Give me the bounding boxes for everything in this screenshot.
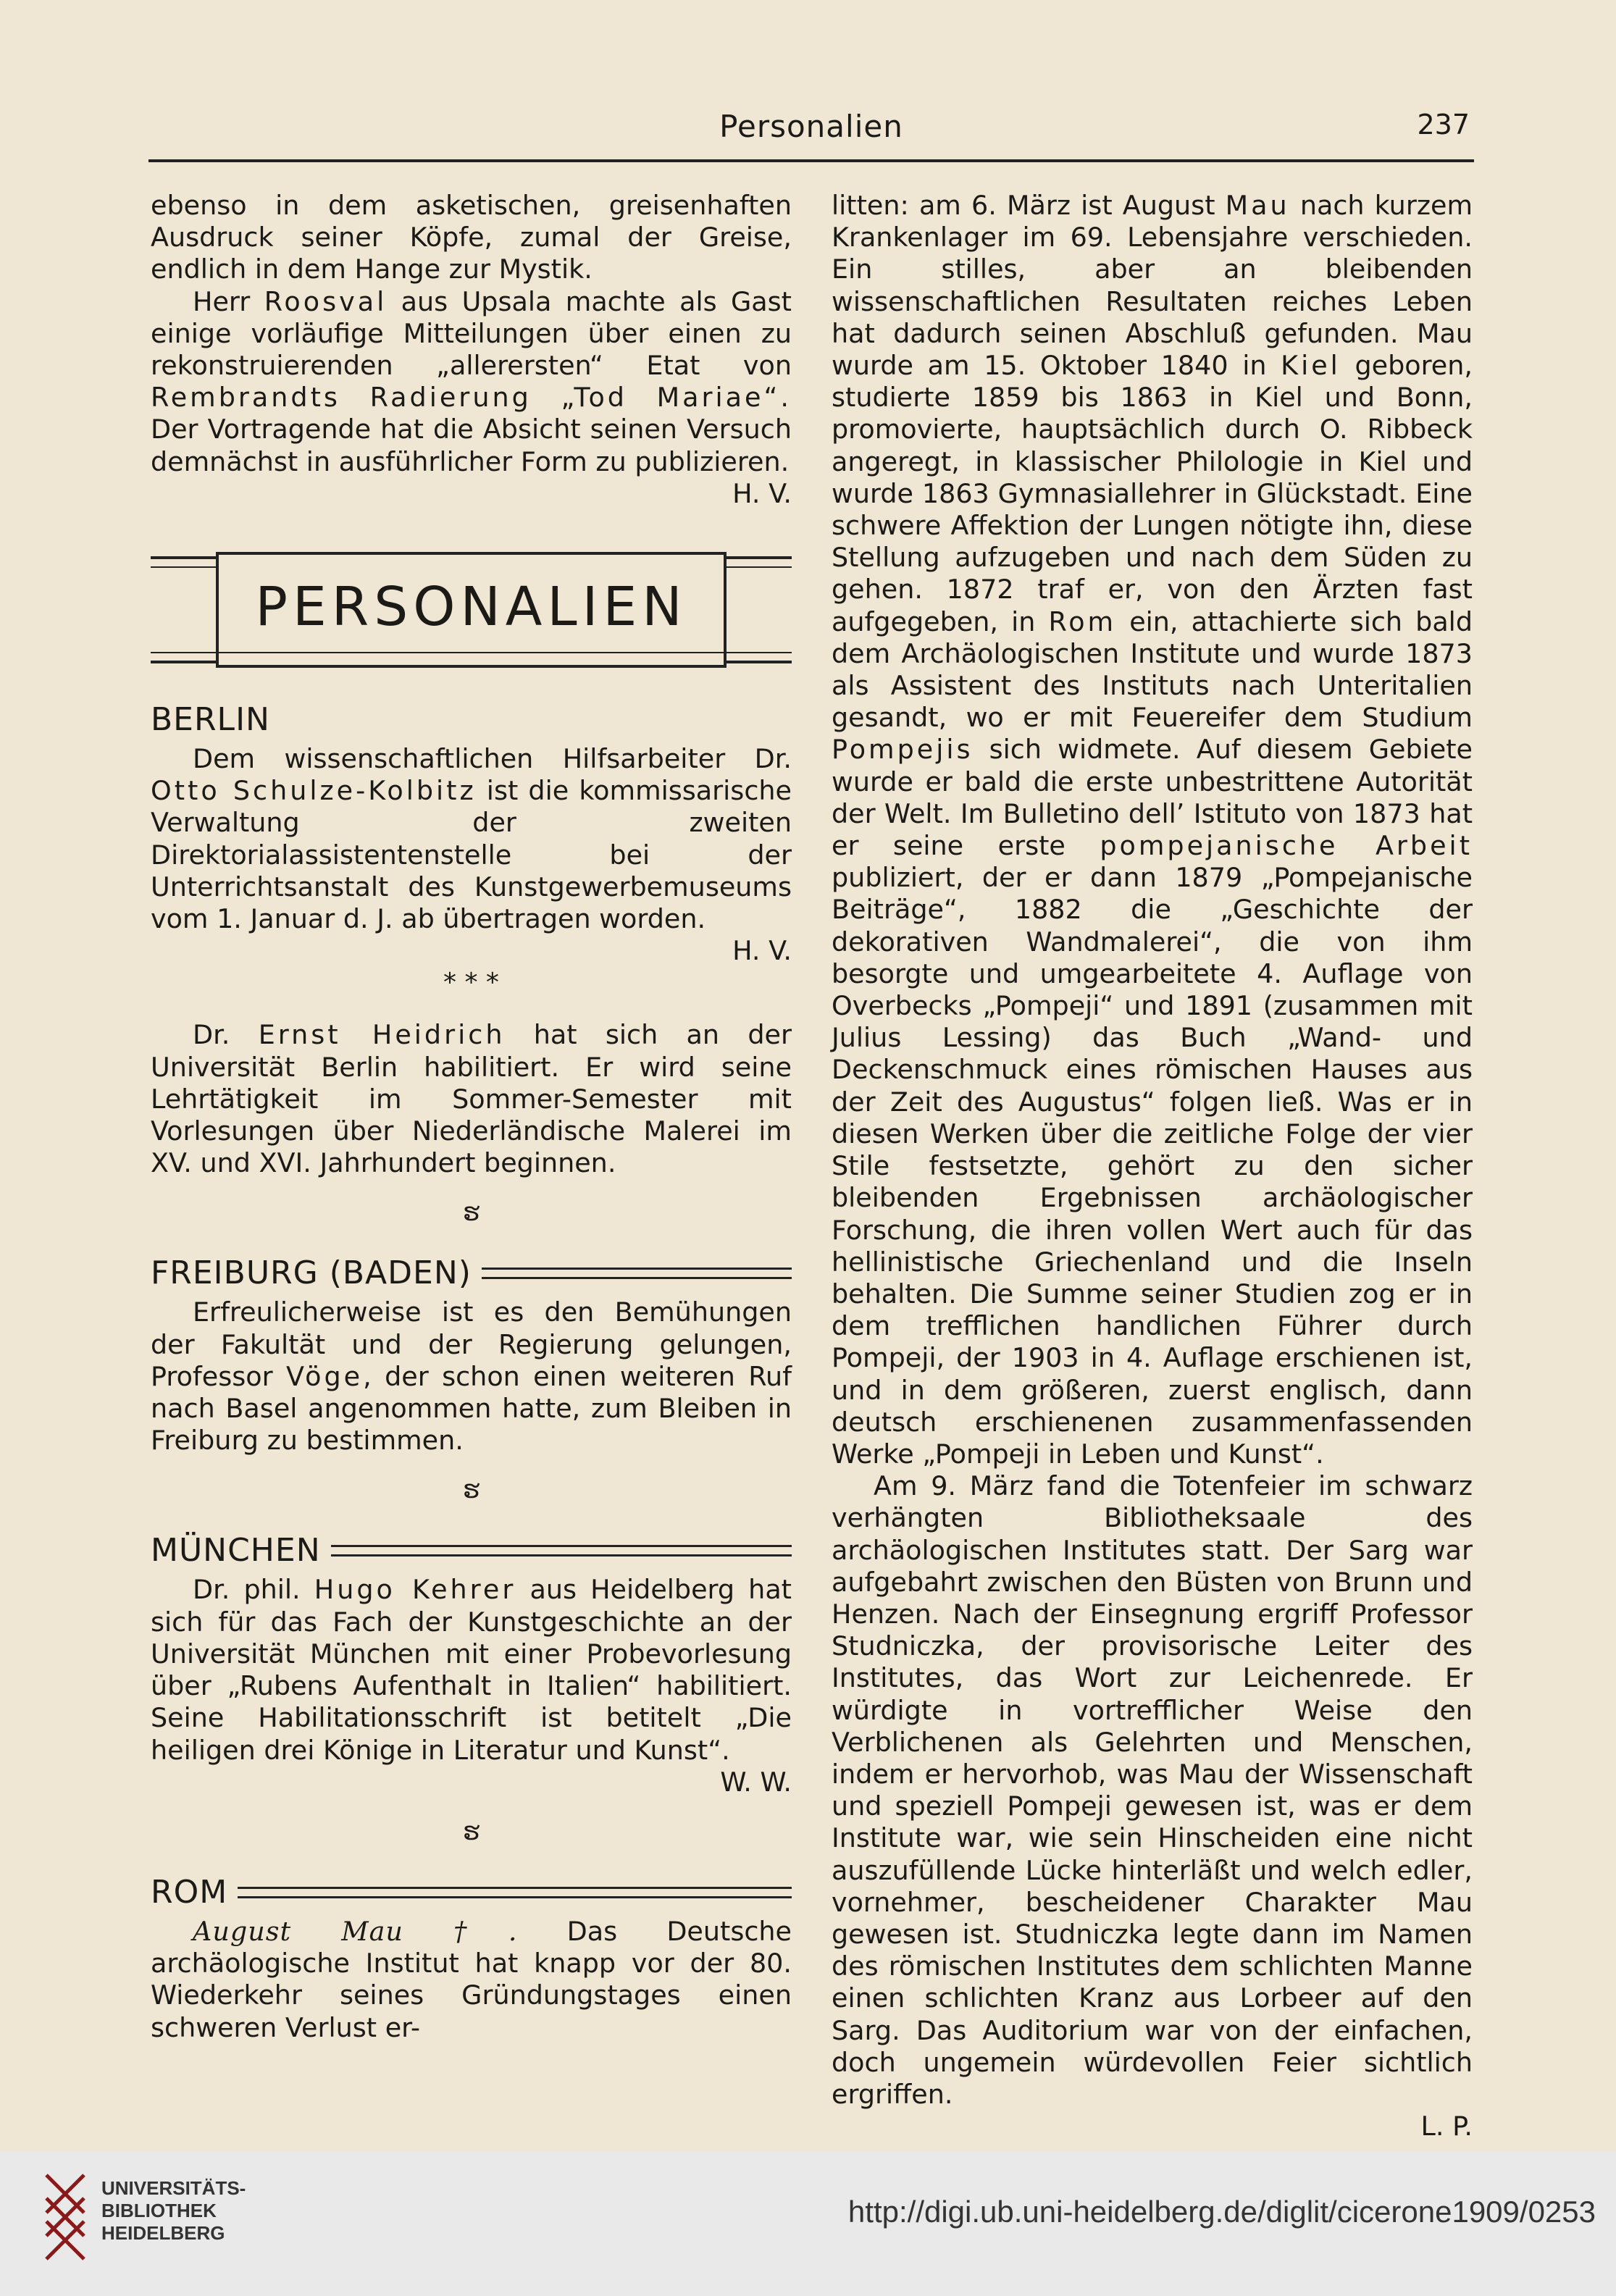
- heading-rom: [151, 1874, 792, 1911]
- text-run: Das Deutsche archäologische Institut hat knapp vor der 80. Wiederkehr seines Gründungstages einen schweren Verlust er-: [151, 1915, 792, 2043]
- berlin-paragraph-1: [151, 743, 792, 935]
- place-rom: Rom: [1048, 606, 1117, 637]
- name-kehrer: Hugo Kehrer: [314, 1574, 516, 1606]
- signature-hv-2: H. V.: [732, 935, 792, 967]
- rom-paragraph: [151, 1916, 792, 2044]
- heading-label: FREIBURG (BADEN): [151, 1254, 472, 1292]
- text-run: Herr: [193, 285, 264, 317]
- text-run: aus Upsala machte als Gast einige vorläufige Mitteilungen über einen zu rekonstruierenden „allerersten“ Etat von: [151, 285, 792, 382]
- ornament-3: ຮ: [462, 1817, 480, 1846]
- heading-label: BERLIN: [151, 701, 270, 739]
- right-paragraph-1: [832, 190, 1473, 1470]
- heading-label: MÜNCHEN: [151, 1532, 321, 1570]
- signature-hv-1: H. V.: [732, 477, 792, 509]
- berlin-paragraph-2: [151, 1019, 792, 1179]
- banner-title: PERSONALIEN: [255, 576, 687, 639]
- library-line-3: HEIDELBERG: [101, 2222, 225, 2244]
- library-name: [101, 2177, 246, 2245]
- left-paragraph-1: ebenso in dem asketischen, greisenhaften Ausdruck seiner Köpfe, zumal der Greise, endlich in dem Hange zur Mystik.: [151, 190, 792, 285]
- name-schulze-kolbitz: Otto Schulze-Kolbitz: [151, 775, 477, 807]
- name-voege: Vöge: [285, 1360, 364, 1392]
- left-paragraph-2: [151, 286, 792, 478]
- right-column: [832, 190, 1473, 2142]
- text-run: hat sich an der Universität Berlin habilitiert. Er wird seine Lehrtätigkeit im Sommer-Semester mit Vorlesungen über Niederländische Malerei im XV. und XVI. Jahrhundert beginnen.: [151, 1019, 792, 1179]
- name-mau: Mau: [1225, 190, 1290, 221]
- name-roosval: Roosval: [264, 285, 388, 317]
- text-run: publiziert, der er dann 1879 „Pompejanische Beiträge“, 1882 die „Geschichte der dekorativen Wandmalerei“, die von ihm besorgte und umgearbeitete 4. Auflage von Overbecks „Pompeji“ und 1891 (zusammen mit Julius Lessing) das Buch „Wand- und Deckenschmuck eines römischen Hauses aus der Zeit des Augustus“ folgen ließ. Was er in diesen Werken über die zeitliche Folge der vier Stile festsetzte, gehört zu den sicher bleibenden Ergebnissen archäologischer Forschung, die ihren vollen Wert auch für das hellinistische Griechenland und die Inseln behalten. Die Summe seiner Studien zog er in dem trefflichen handlichen Führer durch Pompeji, der 1903 in 4. Auflage erschienen ist, und in dem größeren, zuerst englisch, dann deutsch erschienenen zusammenfassenden Werke „Pompeji in Leben und Kunst“.: [832, 862, 1473, 1470]
- text-run: nach kurzem Krankenlager im 69. Lebensjahre verschieden. Ein stilles, aber an bleibenden wissenschaftlichen Resultaten reiches Leben hat dadurch seinen Abschluß gefunden. Mau wurde am 15. Oktober 1840 in: [832, 190, 1473, 382]
- heading-rule: [482, 1268, 792, 1279]
- heading-rule: [238, 1887, 792, 1898]
- heading-rule: [331, 1545, 792, 1556]
- place-kiel: Kiel: [1281, 350, 1341, 382]
- ornament-1: ຮ: [462, 1198, 480, 1228]
- heading-berlin: [151, 701, 792, 739]
- page-number: 237: [1417, 109, 1470, 141]
- text-run: sich widmete. Auf diesem Gebiete wurde er bald die erste unbestrittene Autorität der Welt. Im Bulletino dell’ Istituto von 1873 hat er seine erste: [832, 734, 1473, 862]
- text-run: geboren, studierte 1859 bis 1863 in Kiel und Bonn, promovierte, hauptsächlich durch O. Ribbeck angeregt, in klassischer Philologie in Kiel und wurde 1863 Gymnasiallehrer in Glückstadt. Eine schwere Affektion der Lungen nötigte ihn, diese Stellung aufzugeben und nach dem Süden zu gehen. 1872 traf er, von den Ärzten fast aufgegeben, in: [832, 350, 1473, 637]
- permalink[interactable]: http://digi.ub.uni-heidelberg.de/diglit/cicerone1909/0253: [847, 2195, 1596, 2229]
- name-heidrich: Ernst Heidrich: [258, 1019, 506, 1051]
- text-run: Dr.: [193, 1019, 259, 1051]
- ornament-2: ຮ: [462, 1475, 480, 1505]
- running-head: [148, 109, 1474, 152]
- muenchen-paragraph: [151, 1574, 792, 1766]
- text-run: ist die kommissarische Verwaltung der zweiten Direktorialassistentenstelle bei der Unterrichtsanstalt des Kunstgewerbemuseums vom 1. Januar d. J. ab übertragen worden.: [151, 775, 792, 935]
- text-run: litten: am 6. März ist August: [832, 190, 1226, 221]
- running-title: Personalien: [719, 109, 903, 144]
- right-paragraph-2: Am 9. März fand die Totenfeier im schwarz verhängten Bibliotheksaale des archäologischen Institutes statt. Der Sarg war aufgebahrt zwischen den Büsten von Brunn und Henzen. Nach der Einsegnung ergriff Professor Studniczka, der provisorische Leiter des Institutes, das Wort zur Leichenrede. Er würdigte in vortrefflicher Weise den Verblichenen als Gelehrten und Menschen, indem er hervorhob, was Mau der Wissenschaft und speziell Pompeji gewesen ist, was er dem Institute war, wie sein Hinscheiden eine nicht auszufüllende Lücke hinterläßt und welch edler, vornehmer, bescheidener Charakter Mau gewesen ist. Studniczka legte dann im Namen des römischen Institutes dem schlichten Manne einen schlichten Kranz aus Lorbeer auf den Sarg. Das Auditorium war von der einfachen, doch ungemein würdevollen Feier sichtlich ergriffen.: [832, 1470, 1473, 2110]
- signature-lp: L. P.: [1420, 2111, 1473, 2142]
- header-rule: [148, 159, 1474, 162]
- banner-box: [216, 552, 727, 668]
- text-run: Erfreulicherweise ist es den Bemühungen der Fakultät und der Regierung gelungen, Professor: [151, 1296, 792, 1392]
- work-pompejanische-arbeit: pompejanische Arbeit: [1100, 830, 1473, 862]
- signature-ww: W. W.: [720, 1766, 792, 1798]
- text-run: Dr. phil.: [193, 1574, 314, 1606]
- heading-muenchen: [151, 1532, 792, 1570]
- asterism: * * *: [443, 968, 499, 998]
- text-run: Dem wissenschaftlichen Hilfsarbeiter Dr.: [193, 743, 792, 775]
- title-rembrandt: Rembrandts Radierung „Tod Mariae“.: [151, 382, 792, 414]
- section-banner: [151, 556, 792, 663]
- left-column: [151, 190, 792, 2044]
- text-run: aus Heidelberg hat sich für das Fach der Kunstgeschichte an der Universität München mit einer Probevorlesung über „Rubens Aufenthalt in Italien“ habilitiert. Seine Habilitationsschrift ist betitelt „Die heiligen drei Könige in Literatur und Kunst“.: [151, 1574, 792, 1766]
- library-line-1: UNIVERSITÄTS-: [101, 2177, 246, 2199]
- place-pompejis: Pompejis: [832, 734, 974, 766]
- text-run: ein, attachierte sich bald dem Archäologischen Institute und wurde 1873 als Assistent des Instituts nach Unteritalien gesandt, wo er mit Feuereifer dem Studium: [832, 606, 1473, 734]
- freiburg-paragraph: [151, 1296, 792, 1457]
- heading-freiburg: [151, 1254, 792, 1292]
- library-logo-icon: [42, 2169, 88, 2263]
- text-run: Der Vortragende hat die Absicht seinen Versuch demnächst in ausführlicher Form zu publizieren.: [151, 414, 792, 477]
- heading-label: ROM: [151, 1873, 228, 1911]
- library-line-2: BIBLIOTHEK: [101, 2200, 217, 2221]
- text-run: , der schon einen weiteren Ruf nach Basel angenommen hatte, zum Bleiben in Freiburg zu bestimmen.: [151, 1360, 792, 1457]
- name-august-mau: August Mau †.: [193, 1915, 518, 1947]
